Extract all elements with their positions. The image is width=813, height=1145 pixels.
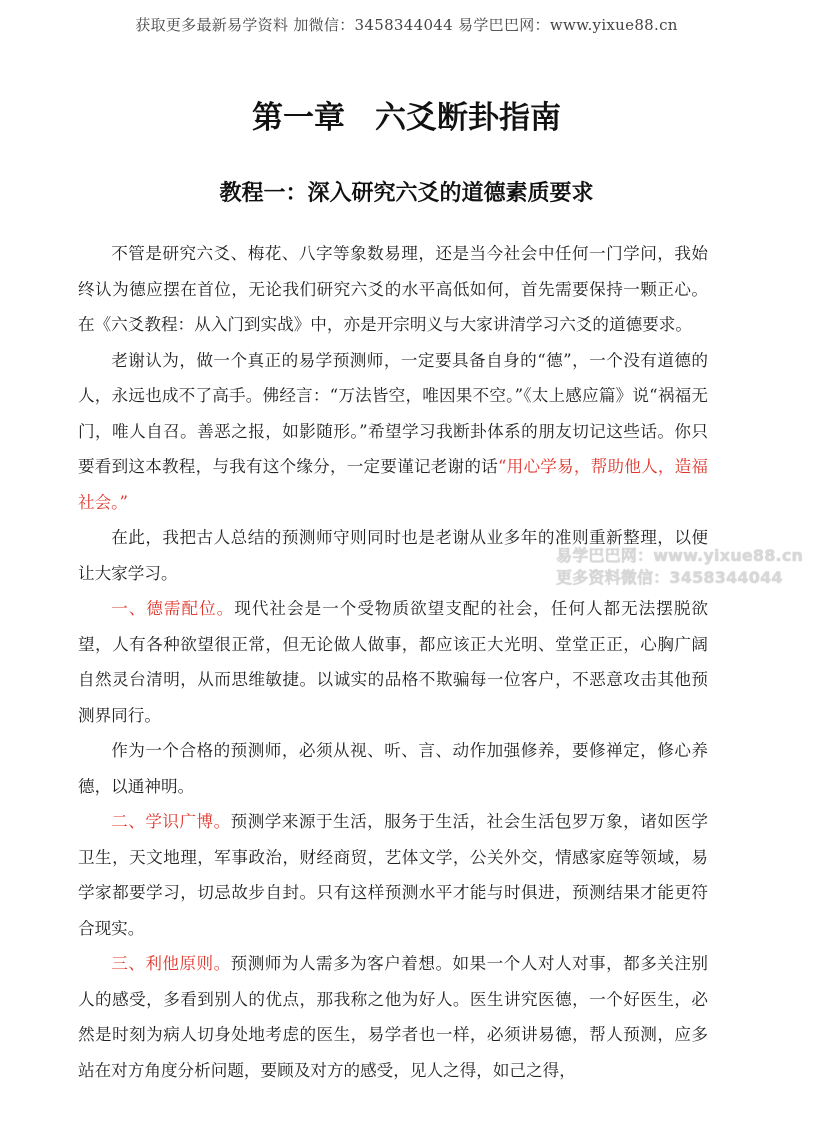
watermark-line-2: 更多资料微信：3458344044: [556, 568, 783, 587]
paragraph-7: [78, 946, 708, 1088]
paragraph-4: [78, 591, 708, 733]
chapter-title: [0, 92, 813, 137]
section-title: 教程一：深入研究六爻的道德素质要求: [219, 180, 594, 206]
paragraph-1: 不管是研究六爻、梅花、八字等象数易理，还是当今社会中任何一门学问，我始终认为德应摆在首位，无论我们研究六爻的水平高低如何，首先需要保持一颗正心。在《六爻教程：从入门到实战》中，亦是开宗明义与大家讲清学习六爻的道德要求。: [78, 244, 708, 334]
paragraph-7-heading: 三、利他原则。: [111, 954, 231, 973]
paragraph-2: [78, 343, 708, 521]
paragraph-7-text: 预测师为人需多为客户着想。如果一个人对人对事，都多关注别人的感受，多看到别人的优点，那我称之他为好人。医生讲究医德，一个好医生，必然是时刻为病人切身处地考虑的医生，易学者也一样，必须讲易德，帮人预测，应多站在对方角度分析问题，要顾及对方的感受，见人之得，如己之得，: [78, 954, 709, 1080]
paragraph-6-heading: 二、学识广博。: [111, 812, 231, 831]
paragraph-6-text: 预测学来源于生活，服务于生活，社会生活包罗万象，诸如医学卫生，天文地理，军事政治，财经商贸，艺体文学，公关外交，情感家庭等领域，易学家都要学习，切忌故步自封。只有这样预测水平才能与时俱进，预测结果才能更符合现实。: [78, 812, 709, 938]
paragraph-4-text: 现代社会是一个受物质欲望支配的社会，任何人都无法摆脱欲望，人有各种欲望很正常，但无论做人做事，都应该正大光明、堂堂正正，心胸广阔自然灵台清明，从而思维敏捷。以诚实的品格不欺骗每一位客户，不恶意攻击其他预测界同行。: [78, 599, 708, 725]
paragraph-6: [78, 804, 708, 946]
paragraph-2-quote: “用心学易，帮助他人，造福社会。”: [78, 457, 709, 512]
paragraph-2-text: 老谢认为，做一个真正的易学预测师，一定要具备自身的“德”，一个没有道德的人，永远也成不了高手。佛经言：“万法皆空，唯因果不空。”《太上感应篇》说“祸福无门，唯人自召。善恶之报，如影随形。”希望学习我断卦体系的朋友切记这些话。你只要看到这本教程，与我有这个缘分，一定要谨记老谢的话: [78, 350, 708, 476]
watermark-line-1: 易学巴巴网：www.yixue88.cn: [556, 546, 804, 565]
paragraph-4-heading: 一、德需配位。: [111, 599, 235, 618]
chapter-name: 六爻断卦指南: [375, 100, 561, 136]
paragraph-3: 在此，我把古人总结的预测师守则同时也是老谢从业多年的准则重新整理，以便让大家学习。: [78, 528, 708, 583]
chapter-number: 第一章: [252, 100, 345, 136]
watermark: [556, 545, 806, 589]
top-banner: 获取更多最新易学资料 加微信：3458344044 易学巴巴网：www.yixue88.cn: [135, 16, 678, 34]
paragraph-5: 作为一个合格的预测师，必须从视、听、言、动作加强修养，要修禅定，修心养德，以通神明。: [78, 741, 708, 796]
body-text: [78, 236, 708, 1088]
